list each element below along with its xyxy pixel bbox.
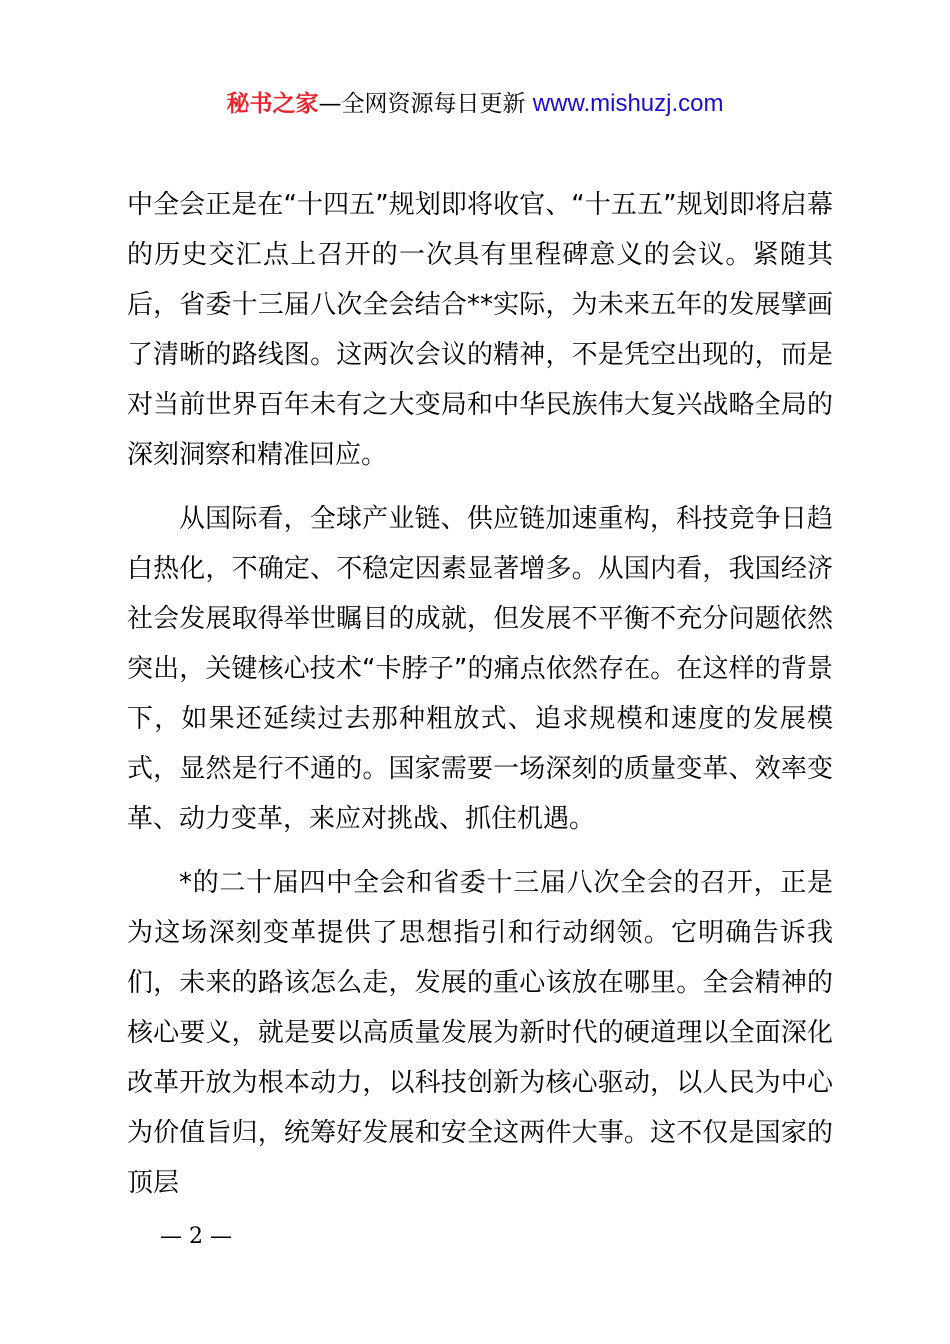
brand-name: 秘书之家 [226,91,319,117]
paragraph-3: *的二十届四中全会和省委十三届八次全会的召开，正是为这场深刻变革提供了思想指引和行动纲领。它明确告诉我们，未来的路该怎么走，发展的重心该放在哪里。全会精神的核心要义，就是要以高质量发展为新时代的硬道理以全面深化改革开放为根本动力，以科技创新为核心驱动，以人民为中心为价值旨归，统筹好发展和安全这两件大事。这不仅是国家的顶层 [127,868,833,1198]
site-url-link[interactable]: www.mishuzj.com [532,90,724,117]
document-body [127,180,833,1222]
paragraph-2: 从国际看，全球产业链、供应链加速重构，科技竞争日趋白热化，不确定、不稳定因素显著增多。从国内看，我国经济社会发展取得举世瞩目的成就，但发展不平衡不充分问题依然突出，关键核心技术“卡脖子”的痛点依然存在。在这样的背景下，如果还延续过去那种粗放式、追求规模和速度的发展模式，显然是行不通的。国家需要一场深刻的质量变革、效率变革、动力变革，来应对挑战、抓住机遇。 [127,504,833,834]
page-number: — 2 — [160,1224,232,1249]
site-header [0,86,950,122]
header-tagline: —全网资源每日更新 [318,91,533,117]
paragraph-1: 中全会正是在“十四五”规划即将收官、“十五五”规划即将启幕的历史交汇点上召开的一次具有里程碑意义的会议。紧随其后，省委十三届八次全会结合**实际，为未来五年的发展擘画了清晰的路线图。这两次会议的精神，不是凭空出现的，而是对当前世界百年未有之大变局和中华民族伟大复兴战略全局的深刻洞察和精准回应。 [127,190,833,470]
